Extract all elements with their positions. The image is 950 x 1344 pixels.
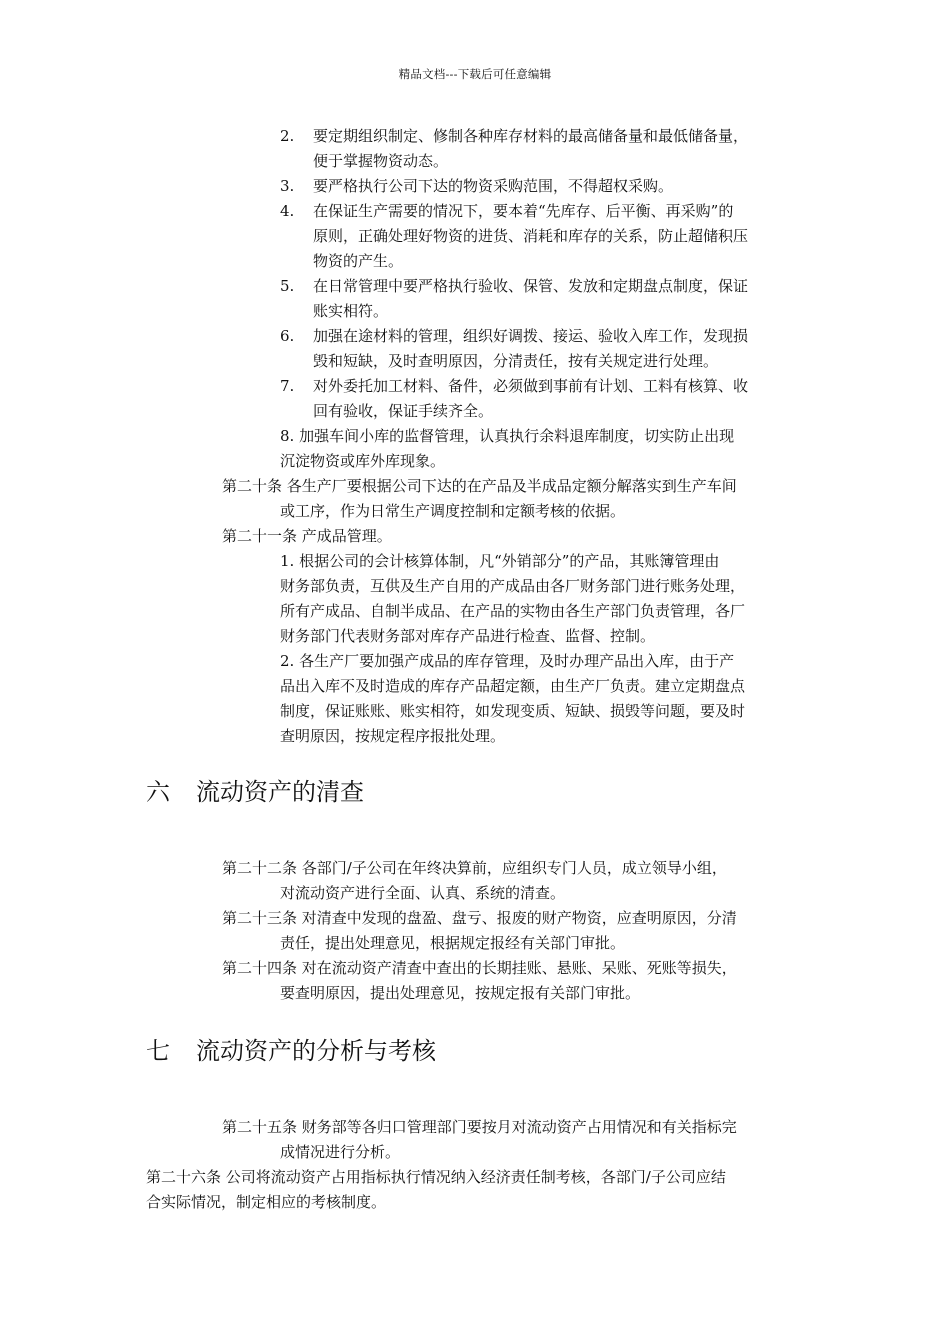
list-item-line: 2. 要定期组织制定、修制各种库存材料的最高储备量和最低储备量， <box>280 127 749 145</box>
article-line: 责任，提出处理意见，根据规定报经有关部门审批。 <box>280 934 626 952</box>
article-line: 第二十四条 对在流动资产清查中查出的长期挂账、悬账、呆账、死账等损失， <box>222 959 737 977</box>
article-line: 第二十五条 财务部等各归口管理部门要按月对流动资产占用情况和有关指标完 <box>222 1118 737 1136</box>
article-line: 第二十三条 对清查中发现的盘盈、盘亏、报废的财产物资，应查明原因，分清 <box>222 909 737 927</box>
list-item-line: 原则，正确处理好物资的进货、消耗和库存的关系，防止超储积压 <box>313 227 749 245</box>
list-item-line: 沉淀物资或库外库现象。 <box>280 452 446 470</box>
list-item-line: 8. 加强车间小库的监督管理，认真执行余料退库制度，切实防止出现 <box>280 427 735 445</box>
article-line: 对流动资产进行全面、认真、系统的清查。 <box>280 884 566 902</box>
article-item-line: 1. 根据公司的会计核算体制，凡“外销部分”的产品，其账簿管理由 <box>280 552 720 570</box>
section-heading: 六 流动资产的清查 <box>146 778 364 806</box>
article-item-line: 2. 各生产厂要加强产成品的库存管理，及时办理产品出入库，由于产 <box>280 652 735 670</box>
list-item-line: 物资的产生。 <box>313 252 404 270</box>
article-line: 或工序，作为日常生产调度控制和定额考核的依据。 <box>280 502 626 520</box>
list-item-line: 账实相符。 <box>313 302 389 320</box>
article-item-line: 品出入库不及时造成的库存产品超定额，由生产厂负责。建立定期盘点 <box>280 677 746 695</box>
list-item-line: 回有验收，保证手续齐全。 <box>313 402 494 420</box>
section-heading: 七 流动资产的分析与考核 <box>146 1037 436 1065</box>
article-line: 第二十二条 各部门/子公司在年终决算前，应组织专门人员，成立领导小组， <box>222 859 727 877</box>
list-item-line: 7. 对外委托加工材料、备件，必须做到事前有计划、工料有核算、收 <box>280 377 749 395</box>
article-item-line: 查明原因，按规定程序报批处理。 <box>280 727 506 745</box>
article-item-line: 财务部负责，互供及生产自用的产成品由各厂财务部门进行账务处理， <box>280 577 746 595</box>
list-item-line: 5. 在日常管理中要严格执行验收、保管、发放和定期盘点制度，保证 <box>280 277 749 295</box>
article-line: 第二十一条 产成品管理。 <box>222 527 392 545</box>
list-item-line: 4. 在保证生产需要的情况下，要本着“先库存、后平衡、再采购”的 <box>280 202 734 220</box>
list-item-line: 3. 要严格执行公司下达的物资采购范围，不得超权采购。 <box>280 177 674 195</box>
article-item-line: 制度，保证账账、账实相符，如发现变质、短缺、损毁等问题，要及时 <box>280 702 746 720</box>
list-item-line: 便于掌握物资动态。 <box>313 152 449 170</box>
article-line: 合实际情况，制定相应的考核制度。 <box>146 1193 387 1211</box>
article-item-line: 所有产成品、自制半成品、在产品的实物由各生产部门负责管理，各厂 <box>280 602 746 620</box>
article-line: 第二十六条 公司将流动资产占用指标执行情况纳入经济责任制考核，各部门/子公司应结 <box>146 1168 726 1186</box>
page-header: 精品文档---下载后可任意编辑 <box>398 67 552 81</box>
list-item-line: 毁和短缺，及时查明原因，分清责任，按有关规定进行处理。 <box>313 352 719 370</box>
list-item-line: 6. 加强在途材料的管理，组织好调拨、接运、验收入库工作，发现损 <box>280 327 749 345</box>
article-item-line: 财务部门代表财务部对库存产品进行检查、监督、控制。 <box>280 627 656 645</box>
article-line: 要查明原因，提出处理意见，按规定报有关部门审批。 <box>280 984 641 1002</box>
article-line: 成情况进行分析。 <box>280 1143 401 1161</box>
article-line: 第二十条 各生产厂要根据公司下达的在产品及半成品定额分解落实到生产车间 <box>222 477 737 495</box>
